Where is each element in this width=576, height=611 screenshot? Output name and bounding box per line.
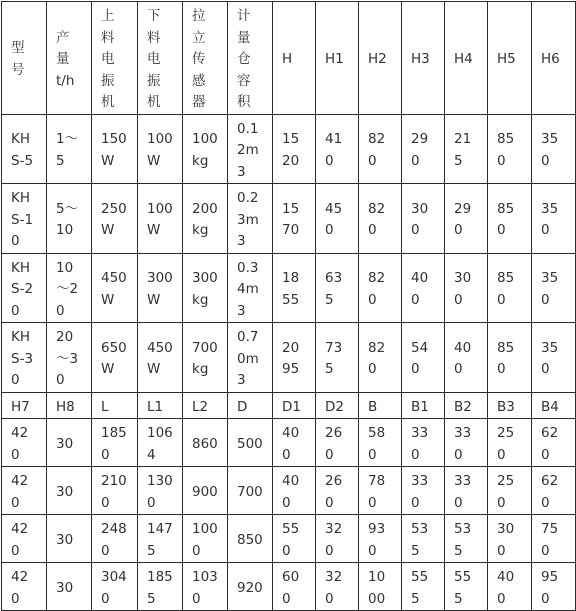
table-cell: 42 0 [2,515,47,563]
table-cell: 42 0 [2,419,47,467]
table-cell: 147 5 [138,515,183,563]
table-cell: 42 0 [2,467,47,515]
table-cell: B4 [532,392,576,419]
table-cell: KH S-5 [2,114,47,184]
table-cell: 10 00 [359,563,402,611]
table-cell: 900 [183,467,228,515]
model-row [2,114,576,184]
table-cell: B3 [488,392,532,419]
table-cell: 30 [47,467,92,515]
table-cell: H4 [445,2,488,115]
table-cell: 62 0 [532,419,576,467]
table-cell: 100 0 [183,515,228,563]
table-cell: D1 [273,392,316,419]
table-cell: 40 0 [488,563,532,611]
dimension-header-row [2,392,576,419]
table-cell: 20 95 [273,323,316,393]
table-cell: KH S-2 0 [2,253,47,323]
table-cell: B2 [445,392,488,419]
table-cell: 32 0 [316,563,359,611]
table-cell: 26 0 [316,467,359,515]
table-cell: 40 0 [273,467,316,515]
table-cell: 100 kg [183,114,228,184]
table-cell: H2 [359,2,402,115]
table-cell: 25 0 [488,419,532,467]
table-cell: 21 5 [445,114,488,184]
table-cell: 33 0 [445,467,488,515]
table-cell: 10 ～2 0 [47,253,92,323]
table-cell: 860 [183,419,228,467]
table-cell: 75 0 [532,515,576,563]
table-cell: 15 70 [273,184,316,254]
table-cell: 100 W [138,114,183,184]
table-cell: 82 0 [359,184,402,254]
table-cell: 62 0 [532,467,576,515]
table-cell: 82 0 [359,114,402,184]
table-cell: L1 [138,392,183,419]
table-cell: 53 5 [445,515,488,563]
table-cell: 0.3 4m 3 [228,253,273,323]
model-row [2,323,576,393]
table-cell: 700 [228,467,273,515]
table-cell: 250 W [92,184,138,254]
table-cell: 650 W [92,323,138,393]
table-cell: 85 0 [488,184,532,254]
table-cell: 55 5 [445,563,488,611]
table-cell: 40 0 [273,419,316,467]
table-cell: 30 0 [402,184,445,254]
table-cell: 30 [47,419,92,467]
table-cell: 型 号 [2,2,47,115]
table-cell: 18 55 [273,253,316,323]
table-cell: 95 0 [532,563,576,611]
table-cell: H7 [2,392,47,419]
table-cell: 500 [228,419,273,467]
table-cell: 103 0 [183,563,228,611]
table-cell: L [92,392,138,419]
table-cell: 55 0 [273,515,316,563]
table-cell: 54 0 [402,323,445,393]
table-cell: 185 0 [92,419,138,467]
table-cell: 33 0 [445,419,488,467]
table-cell: 33 0 [402,467,445,515]
table-cell: 下 料 电 振 机 [138,2,183,115]
table-cell: 33 0 [402,419,445,467]
table-cell: 产 量 t/h [47,2,92,115]
table-cell: 304 0 [92,563,138,611]
table-cell: 29 0 [402,114,445,184]
table-cell: 0.7 0m 3 [228,323,273,393]
table-cell: B1 [402,392,445,419]
table-cell: 42 0 [2,563,47,611]
table-cell: 63 5 [316,253,359,323]
table-cell: 35 0 [532,253,576,323]
table-cell: 41 0 [316,114,359,184]
table-cell: H1 [316,2,359,115]
table-cell: 185 5 [138,563,183,611]
table-cell: 5～ 10 [47,184,92,254]
table-cell: 32 0 [316,515,359,563]
table-cell: 700 kg [183,323,228,393]
table-cell: 30 0 [445,253,488,323]
table-cell: 30 0 [488,515,532,563]
table-cell: 0.2 3m 3 [228,184,273,254]
model-row [2,253,576,323]
table-cell: 20 ～3 0 [47,323,92,393]
table-cell: 1～ 5 [47,114,92,184]
dimension-row [2,419,576,467]
table-cell: 85 0 [488,114,532,184]
dimension-row [2,467,576,515]
table-cell: 130 0 [138,467,183,515]
table-cell: 40 0 [402,253,445,323]
table-cell: 300 kg [183,253,228,323]
table-cell: 30 [47,515,92,563]
table-cell: 26 0 [316,419,359,467]
table-cell: 85 0 [488,323,532,393]
table-cell: 920 [228,563,273,611]
table-cell: 85 0 [488,253,532,323]
table-cell: 248 0 [92,515,138,563]
table-cell: H8 [47,392,92,419]
table-cell: KH S-3 0 [2,323,47,393]
table-cell: 55 5 [402,563,445,611]
table-cell: 100 W [138,184,183,254]
table-cell: 计 量 仓 容 积 [228,2,273,115]
spec-table-body [2,2,576,611]
table-cell: H6 [532,2,576,115]
table-cell: 450 W [138,323,183,393]
table-cell: 300 W [138,253,183,323]
table-cell: 35 0 [532,184,576,254]
table-cell: 106 4 [138,419,183,467]
table-cell: D [228,392,273,419]
table-cell: 0.1 2m 3 [228,114,273,184]
table-cell: 150 W [92,114,138,184]
header-row [2,2,576,115]
table-cell: 850 [228,515,273,563]
table-cell: 82 0 [359,323,402,393]
table-cell: 58 0 [359,419,402,467]
table-cell: 45 0 [316,184,359,254]
table-cell: 拉 立 传 感 器 [183,2,228,115]
table-cell: H3 [402,2,445,115]
table-cell: 15 20 [273,114,316,184]
table-cell: L2 [183,392,228,419]
table-cell: 450 W [92,253,138,323]
table-cell: D2 [316,392,359,419]
table-cell: 60 0 [273,563,316,611]
table-cell: KH S-1 0 [2,184,47,254]
table-cell: 53 5 [402,515,445,563]
table-cell: 29 0 [445,184,488,254]
table-cell: H [273,2,316,115]
table-cell: 73 5 [316,323,359,393]
spec-table [1,1,576,611]
table-cell: 上 料 电 振 机 [92,2,138,115]
table-cell: 200 kg [183,184,228,254]
table-cell: 35 0 [532,114,576,184]
table-cell: H5 [488,2,532,115]
table-cell: 82 0 [359,253,402,323]
table-cell: B [359,392,402,419]
table-cell: 93 0 [359,515,402,563]
table-cell: 30 [47,563,92,611]
model-row [2,184,576,254]
dimension-row [2,563,576,611]
table-cell: 40 0 [445,323,488,393]
table-cell: 210 0 [92,467,138,515]
table-cell: 35 0 [532,323,576,393]
table-cell: 78 0 [359,467,402,515]
dimension-row [2,515,576,563]
table-cell: 25 0 [488,467,532,515]
